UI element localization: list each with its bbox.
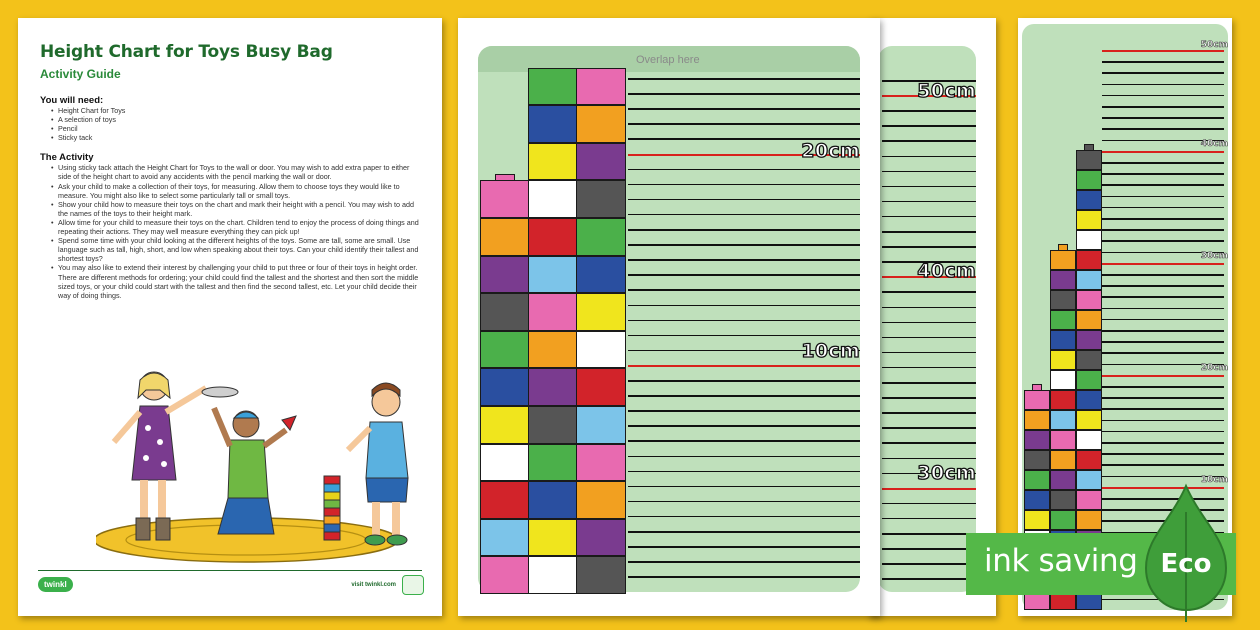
ruled-line	[1102, 106, 1224, 108]
ink-saving-text: ink saving	[984, 543, 1138, 579]
activity-list	[58, 163, 420, 299]
toy-cube	[1076, 230, 1102, 250]
toy-cube	[1024, 410, 1050, 430]
toy-cube	[480, 180, 530, 218]
ruled-line	[628, 395, 860, 397]
activity-heading: The Activity	[40, 152, 94, 164]
toy-cube	[1076, 190, 1102, 210]
toy-cube	[528, 556, 578, 594]
cm-label: 10cm	[801, 340, 860, 362]
list-item: • Using sticky tack attach the Height Chart for Toys to the wall or door. You may wish to add extra paper to either side of the height chart to avoid any accidents with the pencil marking the wall or door.	[58, 163, 420, 181]
ruled-line	[1102, 274, 1224, 276]
ruled-line	[1102, 431, 1224, 433]
measure-mark-line	[882, 488, 976, 490]
ruled-line	[628, 576, 860, 578]
quality-badge-icon	[402, 575, 424, 595]
toy-cube	[1076, 510, 1102, 530]
ruled-line	[628, 199, 860, 201]
toy-cube	[1076, 150, 1102, 170]
ruled-line	[628, 229, 860, 231]
ruled-line	[882, 382, 976, 384]
ruled-line	[882, 427, 976, 429]
ruled-line	[1102, 308, 1224, 310]
ruled-line	[628, 471, 860, 473]
ruled-line	[628, 440, 860, 442]
ruled-line	[882, 518, 976, 520]
ruled-line	[628, 184, 860, 186]
list-item: • Allow time for your child to measure their toys on the chart. Children tend to enjoy the process of doing things and repeating their actions. They may well measure everything they can pick up!	[58, 218, 420, 236]
ruled-line	[628, 456, 860, 458]
toy-cube	[1050, 430, 1076, 450]
ruled-line	[882, 533, 976, 535]
ruled-line	[1102, 95, 1224, 97]
cm-label: 20cm	[1200, 363, 1228, 373]
need-list	[58, 106, 420, 142]
list-item: • Height Chart for Toys	[58, 106, 420, 115]
children-illustration	[96, 368, 416, 568]
ruled-line	[628, 108, 860, 110]
toy-cube	[1076, 170, 1102, 190]
ruled-line	[1102, 229, 1224, 231]
measure-mark-line	[1102, 375, 1224, 377]
cm-label: 50cm	[1200, 40, 1228, 50]
toy-cube	[528, 331, 578, 369]
ruled-line	[628, 169, 860, 171]
toy-cube	[1050, 370, 1076, 390]
toy-cube	[1076, 430, 1102, 450]
toy-cube	[480, 406, 530, 444]
toy-cube	[1050, 410, 1076, 430]
ruled-line	[1102, 285, 1224, 287]
measure-mark-line	[628, 365, 860, 367]
toy-cube	[528, 218, 578, 256]
toy-cube	[1024, 430, 1050, 450]
toy-cube	[576, 105, 626, 143]
ruled-line	[882, 125, 976, 127]
page-subtitle: Activity Guide	[40, 67, 121, 81]
list-item: • A selection of toys	[58, 115, 420, 124]
ruled-line	[1102, 61, 1224, 63]
toy-cube	[528, 444, 578, 482]
ruled-line	[1102, 464, 1224, 466]
toy-cube	[1050, 450, 1076, 470]
ruled-line	[628, 546, 860, 548]
toy-cube	[480, 519, 530, 557]
toy-cube	[1050, 330, 1076, 350]
ruled-line	[882, 548, 976, 550]
toy-cube	[480, 444, 530, 482]
list-item: • Pencil	[58, 124, 420, 133]
toy-cube	[576, 180, 626, 218]
ruled-line	[628, 244, 860, 246]
overlap-label: Overlap here	[636, 54, 700, 66]
height-chart-page-front	[458, 18, 880, 616]
ruled-line	[882, 563, 976, 565]
list-item: • You may also like to extend their interest by challenging your child to put three or four of their toys in height order. There are different methods for ordering; your child could find the tallest and the shortest and then sort the middle sized toys, or your child could start with the tallest and then find the second tallest, etc. Let your child decide their way of doing things.	[58, 263, 420, 299]
toy-cube	[480, 556, 530, 594]
ruled-line	[1102, 162, 1224, 164]
toy-cube	[576, 556, 626, 594]
ruled-line	[882, 156, 976, 158]
cm-label: 40cm	[917, 260, 976, 282]
ruled-line	[628, 93, 860, 95]
toy-cube	[1024, 490, 1050, 510]
toy-cube	[480, 481, 530, 519]
toy-cube	[528, 481, 578, 519]
toy-cube	[480, 256, 530, 294]
ruled-line	[1102, 196, 1224, 198]
toy-cube	[1050, 390, 1076, 410]
ruled-line	[882, 291, 976, 293]
ruled-line	[628, 78, 860, 80]
eco-text: Eco	[1160, 549, 1212, 579]
ruled-line	[882, 412, 976, 414]
toy-cube	[576, 444, 626, 482]
toy-cube	[576, 256, 626, 294]
toy-cube	[480, 368, 530, 406]
ruled-line	[628, 486, 860, 488]
ruled-line	[882, 442, 976, 444]
cm-label: 30cm	[917, 462, 976, 484]
ruled-line	[882, 337, 976, 339]
toy-cube	[1076, 310, 1102, 330]
eco-leaf-icon	[1140, 482, 1232, 622]
toy-cube	[1076, 470, 1102, 490]
toy-cube	[1076, 250, 1102, 270]
ruled-line	[882, 578, 976, 580]
cube-stud	[1058, 244, 1068, 250]
twinkl-logo: twinkl	[38, 577, 73, 592]
ruled-line	[882, 246, 976, 248]
toy-cube	[1076, 450, 1102, 470]
toy-cube	[1050, 250, 1076, 270]
ruled-line	[1102, 453, 1224, 455]
cube-stud	[1084, 144, 1094, 150]
ruled-line	[628, 531, 860, 533]
cm-label: 40cm	[1200, 139, 1228, 149]
cube-stud	[1032, 384, 1042, 390]
ruled-line	[882, 201, 976, 203]
toy-cube	[1024, 470, 1050, 490]
ruled-line	[1102, 386, 1224, 388]
toy-cube	[1050, 490, 1076, 510]
toy-cube	[480, 293, 530, 331]
block-tower	[324, 476, 340, 540]
ruled-line	[882, 367, 976, 369]
toy-cube	[528, 368, 578, 406]
toy-cube	[1024, 390, 1050, 410]
ruled-line	[628, 274, 860, 276]
toy-cube	[1076, 290, 1102, 310]
toy-cube	[1024, 450, 1050, 470]
ruled-line	[628, 380, 860, 382]
measure-mark-line	[1102, 263, 1224, 265]
toy-cube	[1076, 390, 1102, 410]
toy-cube	[528, 293, 578, 331]
ruled-line	[1102, 128, 1224, 130]
cm-label: 20cm	[801, 140, 860, 162]
toy-cube	[1050, 350, 1076, 370]
ruled-line	[1102, 319, 1224, 321]
ruled-line	[882, 231, 976, 233]
ruled-line	[628, 259, 860, 261]
ruled-line	[882, 503, 976, 505]
ruled-line	[882, 171, 976, 173]
ruled-line	[1102, 420, 1224, 422]
ruled-line	[882, 110, 976, 112]
measure-mark-line	[1102, 151, 1224, 153]
ruled-line	[1102, 240, 1224, 242]
list-item: • Ask your child to make a collection of their toys, for measuring. Allow them to choose toys they would like to measure. You might also like to select some particularly tall or small toys.	[58, 182, 420, 200]
toy-cube	[1076, 330, 1102, 350]
toy-cube	[576, 143, 626, 181]
ruled-line	[628, 561, 860, 563]
ruled-line	[628, 320, 860, 322]
measure-mark-line	[1102, 50, 1224, 52]
girl-figure	[114, 372, 238, 540]
toy-cube	[1076, 350, 1102, 370]
toy-cube	[1076, 270, 1102, 290]
toy-cube	[480, 218, 530, 256]
cm-label: 50cm	[917, 80, 976, 102]
toy-cube	[576, 331, 626, 369]
toy-cube	[576, 368, 626, 406]
ruled-line	[1102, 330, 1224, 332]
ruled-line	[628, 501, 860, 503]
ruled-line	[1102, 72, 1224, 74]
toy-cube	[1076, 490, 1102, 510]
toy-cube	[1050, 310, 1076, 330]
toy-cube	[1076, 370, 1102, 390]
cube-stud	[495, 174, 515, 180]
ruled-line	[628, 289, 860, 291]
ruled-line	[628, 425, 860, 427]
ruled-line	[1102, 442, 1224, 444]
ruled-line	[1102, 296, 1224, 298]
toy-cube	[528, 68, 578, 106]
ruled-line	[1102, 184, 1224, 186]
ruled-line	[628, 305, 860, 307]
toy-cube	[576, 218, 626, 256]
ruled-line	[628, 335, 860, 337]
cm-label: 10cm	[1200, 475, 1228, 485]
toy-cube	[528, 180, 578, 218]
toy-cube	[528, 105, 578, 143]
ruled-line	[628, 410, 860, 412]
toy-cube	[528, 519, 578, 557]
kneeling-child-figure	[214, 408, 296, 534]
toy-cube	[1076, 210, 1102, 230]
ruled-line	[882, 307, 976, 309]
toy-cube	[1050, 290, 1076, 310]
toy-cube	[576, 519, 626, 557]
boy-figure	[348, 383, 408, 545]
ruled-line	[628, 214, 860, 216]
ruled-line	[1102, 117, 1224, 119]
page-title: Height Chart for Toys Busy Bag	[40, 42, 333, 62]
list-item: • Spend some time with your child looking at the different heights of the toys. Some are tall, some are small. Use language such as tall, high, short, and low when speaking about their toys. Can your child identify their tallest and shortest toys?	[58, 236, 420, 263]
toy-cube	[480, 331, 530, 369]
chart-background	[878, 46, 976, 592]
list-item: • Show your child how to measure their toys on the chart and mark their height with a pencil. You may wish to add the names of the toys to their height mark.	[58, 200, 420, 218]
list-item: • Sticky tack	[58, 133, 420, 142]
toy-cube	[576, 293, 626, 331]
ruled-line	[882, 322, 976, 324]
toy-cube	[1050, 510, 1076, 530]
footer-url: visit twinkl.com	[351, 581, 396, 588]
toy-cube	[528, 406, 578, 444]
cm-label: 30cm	[1200, 251, 1228, 261]
ruled-line	[628, 123, 860, 125]
ruled-line	[1102, 397, 1224, 399]
ruled-line	[1102, 84, 1224, 86]
ruled-line	[882, 458, 976, 460]
activity-guide-page	[18, 18, 442, 616]
height-chart-page-back	[868, 18, 996, 616]
ruled-line	[1102, 173, 1224, 175]
ruled-line	[1102, 408, 1224, 410]
ruled-line	[882, 186, 976, 188]
need-heading: You will need:	[40, 95, 104, 106]
toy-cube	[576, 68, 626, 106]
ruled-line	[882, 352, 976, 354]
ruled-line	[882, 216, 976, 218]
toy-cube	[1024, 510, 1050, 530]
toy-cube	[576, 481, 626, 519]
ruled-line	[882, 140, 976, 142]
toy-cube	[528, 256, 578, 294]
toy-cube	[528, 143, 578, 181]
ruled-line	[1102, 341, 1224, 343]
guide-footer	[38, 570, 422, 598]
toy-cube	[576, 406, 626, 444]
ruled-line	[1102, 352, 1224, 354]
ruled-line	[628, 516, 860, 518]
toy-cube	[1076, 410, 1102, 430]
ruled-line	[1102, 218, 1224, 220]
toy-cube	[1050, 470, 1076, 490]
ruled-line	[882, 397, 976, 399]
toy-cube	[1050, 270, 1076, 290]
ruled-line	[1102, 207, 1224, 209]
